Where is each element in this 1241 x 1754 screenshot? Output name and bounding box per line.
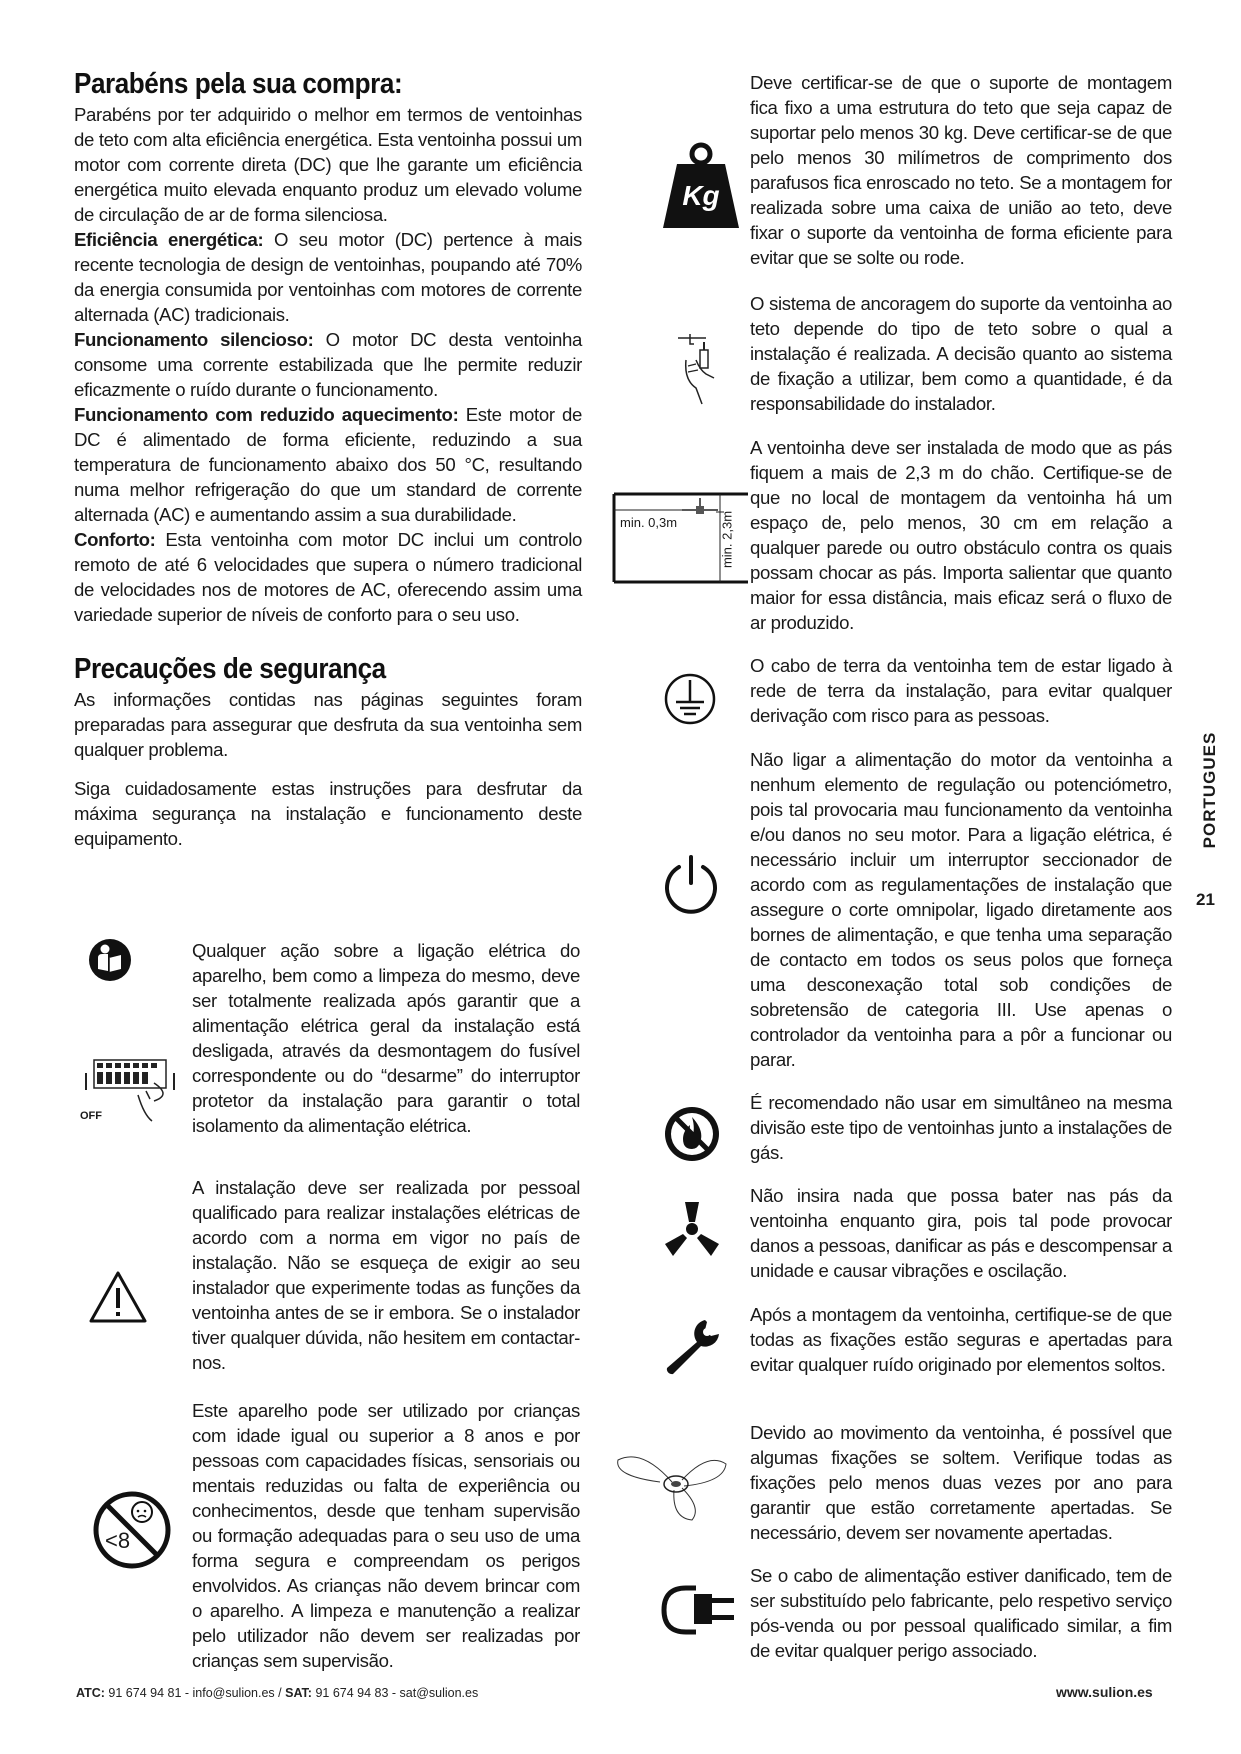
- footer-contacts: [76, 1686, 478, 1700]
- right-item-ground: [750, 653, 1172, 728]
- safety-instructions-paragraph: Siga cuidadosamente estas instruções para desfrutar da máxima segurança na instalação e funcionamento deste equipamento.: [74, 778, 582, 849]
- right-item-weight: [750, 70, 1172, 270]
- dim-min-height-label: min. 2,3m: [719, 510, 735, 569]
- fan-check-icon: [612, 1442, 732, 1522]
- right-item-text: É recomendado não usar em simultâneo na mesma divisão este tipo de ventoinhas junto a instalações de gás.: [750, 1092, 1172, 1163]
- right-item-text: Não ligar a alimentação do motor da ventoinha a nenhum elemento de regulação ou potenciómetro, pois tal provocaria mau funcionamento da ventoinha e/ou danos no seu motor. Para a ligação elétrica, é necessário incluir um interruptor seccionador de acordo com as regulamentações de instalação que assegure o corte omnipolar, ligado diretamente aos bornes de alimentação, e que tenha uma separação de contacto em todos os seus polos que forneça uma desconexação total sob condições de sobretensão de categoria III. Use apenas o controlador da ventoinha para a pôr a funcionar ou parar.: [750, 749, 1172, 1070]
- intro-title: Parabéns pela sua compra:: [74, 68, 403, 100]
- power-icon: [661, 853, 721, 917]
- ceiling-anchor-icon: [676, 330, 726, 408]
- read-manual-icon: [88, 938, 132, 982]
- dim-min-side-label: min. 0,3m: [620, 515, 678, 530]
- right-item-anchor: [750, 291, 1172, 416]
- footer-website[interactable]: www.sulion.es: [1056, 1684, 1153, 1700]
- footer-sat-label: SAT:: [285, 1686, 312, 1700]
- safety-title: Precauções de segurança: [74, 653, 386, 685]
- right-item-clearance: [750, 435, 1172, 635]
- fan-blade-icon: [661, 1198, 723, 1260]
- comfort-text: Esta ventoinha com motor DC inclui um controlo remoto de até 6 velocidades que supera o número tradicional de velocidades nos de motores de AC, oferecendo assim uma variedade superior de níveis de conforto para o seu uso.: [74, 529, 582, 625]
- comfort-label: Conforto:: [74, 529, 156, 550]
- right-item-text: Não insira nada que possa bater nas pás da ventoinha enquanto gira, pois tal pode provocar danos a pessoas, danificar as pás e descompensar a unidade e causar vibrações e oscilação.: [750, 1185, 1172, 1281]
- ground-icon: [663, 672, 717, 726]
- silent-text: O motor DC desta ventoinha consome uma corrente estabilizada que lhe permite reduzir eficazmente o ruído durante o funcionamento.: [74, 329, 583, 400]
- right-item-gas: [750, 1090, 1172, 1165]
- right-item-blades: [750, 1183, 1172, 1283]
- language-tab: [1195, 730, 1225, 870]
- breaker-off-label: OFF: [80, 1110, 102, 1122]
- comfort-paragraph: [74, 527, 582, 627]
- heat-label: Funcionamento com reduzido aquecimento:: [74, 404, 459, 425]
- right-item-text: O sistema de ancoragem do suporte da ventoinha ao teto depende do tipo de teto sobre o qual a instalação é realizada. A decisão quanto ao sistema de fixação a utilizar, bem como a quantidade, é da responsabilidade do instalador.: [750, 293, 1172, 414]
- right-item-text: Devido ao movimento da ventoinha, é possível que algumas fixações se soltem. Verifique todas as fixações pelo menos duas vezes por ano para garantir que estão corretamente apertadas. Se necessário, devem ser novamente apertadas.: [750, 1422, 1172, 1543]
- right-item-text: O cabo de terra da ventoinha tem de estar ligado à rede de terra da instalação, para evitar qualquer derivação com risco para as pessoas.: [750, 655, 1172, 726]
- safety-intro-paragraph: As informações contidas nas páginas seguintes foram preparadas para assegurar que desfruta da sua ventoinha sem qualquer problema.: [74, 689, 582, 760]
- footer-sat-text: 91 674 94 83 - sat@sulion.es: [311, 1686, 479, 1700]
- right-item-fixings: [750, 1302, 1172, 1377]
- left-column: [74, 66, 582, 851]
- warning-triangle-icon: [88, 1270, 148, 1324]
- right-item-check: [750, 1420, 1172, 1545]
- silent-label: Funcionamento silencioso:: [74, 329, 314, 350]
- safety-item-children: [192, 1398, 580, 1673]
- no-gas-icon: [663, 1105, 721, 1163]
- safety-item-text: A instalação deve ser realizada por pessoal qualificado para realizar instalações elétricas de acordo com a norma em vigor no país de instalação. Não se esqueça de exigir ao seu instalador que experimente todas as funções da ventoinha antes de se ir embora. Se o instalador tiver qualquer dúvida, não hesitem em contactar-nos.: [192, 1177, 580, 1373]
- heat-text: Este motor de DC é alimentado de forma eficiente, reduzindo a sua temperatura de funcionamento abaixo dos 50 °C, resultando numa melhor refrigeração do que um standard de corrente alternada (AC) e aumentando assim a sua durabilidade.: [74, 404, 582, 525]
- language-label: PORTUGUES: [1200, 731, 1219, 849]
- right-item-text: Após a montagem da ventoinha, certifique-se de que todas as fixações estão seguras e apertadas para evitar qualquer ruído originado por elementos soltos.: [750, 1304, 1172, 1375]
- safety-item-qualified: [192, 1175, 580, 1375]
- footer-atc-label: ATC:: [76, 1686, 105, 1700]
- safety-item-text: Este aparelho pode ser utilizado por crianças com idade igual ou superior a 8 anos e por pessoas com capacidades físicas, sensoriais ou mentais reduzidas ou falta de experiência ou conhecimentos, desde que tenham supervisão ou formação adequadas para o seu uso de uma forma segura e compreendam os perigos envolvidos. As crianças não devem brincar com o aparelho. A limpeza e manutenção a realizar pelo utilizador não devem ser realizadas por crianças sem supervisão.: [192, 1400, 580, 1671]
- page-number: 21: [1196, 890, 1215, 909]
- weight-label: Kg: [682, 180, 720, 211]
- efficiency-label: Eficiência energética:: [74, 229, 264, 250]
- right-item-cable: [750, 1563, 1172, 1663]
- heat-paragraph: [74, 402, 582, 527]
- intro-paragraph: Parabéns por ter adquirido o melhor em termos de ventoinhas de teto com alta eficiência energética. Esta ventoinha possui um motor com corrente direta (DC) que lhe garante um eficiência energética muito elevada enquanto produz um elevado volume de circulação de ar de forma silenciosa.: [74, 104, 582, 225]
- plug-icon: [660, 1580, 738, 1638]
- efficiency-paragraph: [74, 227, 582, 327]
- no-children-icon: [92, 1490, 172, 1570]
- right-item-text: A ventoinha deve ser instalada de modo que as pás fiquem a mais de 2,3 m do chão. Certifique-se de que no local de montagem da ventoinha há um espaço de, pelo menos, 30 cm em relação a qualquer parede ou outro obstáculo contra os quais possam chocar as pás. Importa salientar que quanto maior for essa distância, mais eficaz será o fluxo de ar produzido.: [750, 437, 1172, 633]
- silent-paragraph: [74, 327, 582, 402]
- safety-item-electrical: [192, 938, 580, 1138]
- right-item-text: Se o cabo de alimentação estiver danificado, tem de ser substituído pelo fabricante, pelo respetivo serviço pós-venda ou por pessoal qualificado similar, a fim de evitar qualquer perigo associado.: [750, 1565, 1172, 1661]
- footer-atc-text: 91 674 94 81 - info@sulion.es /: [104, 1686, 286, 1700]
- wrench-icon: [661, 1316, 723, 1378]
- right-item-power: [750, 747, 1172, 1072]
- no-children-label: <8: [105, 1528, 131, 1553]
- safety-item-text: Qualquer ação sobre a ligação elétrica do aparelho, bem como a limpeza do mesmo, deve ser totalmente realizada após garantir que a alimentação elétrica geral da instalação está desligada, através da desmontagem do fusível correspondente ou do “desarme” do interruptor protetor da instalação para garantir o total isolamento da alimentação elétrica.: [192, 940, 580, 1136]
- right-item-text: Deve certificar-se de que o suporte de montagem fica fixo a uma estrutura do teto que seja capaz de suportar pelo menos 30 kg. Deve certificar-se de que pelo menos 30 milímetros de comprimento dos parafusos fica enroscado no teto. Se a montagem for realizada sobre uma caixa de união ao teto, deve fixar o suporte da ventoinha de forma eficiente para evitar que se solte ou rode.: [750, 72, 1172, 268]
- efficiency-text: O seu motor (DC) pertence à mais recente tecnologia de design de ventoinhas, poupando até 70% da energia consumida por ventoinhas com motores de corrente alternada (AC) tradicionais.: [74, 229, 582, 325]
